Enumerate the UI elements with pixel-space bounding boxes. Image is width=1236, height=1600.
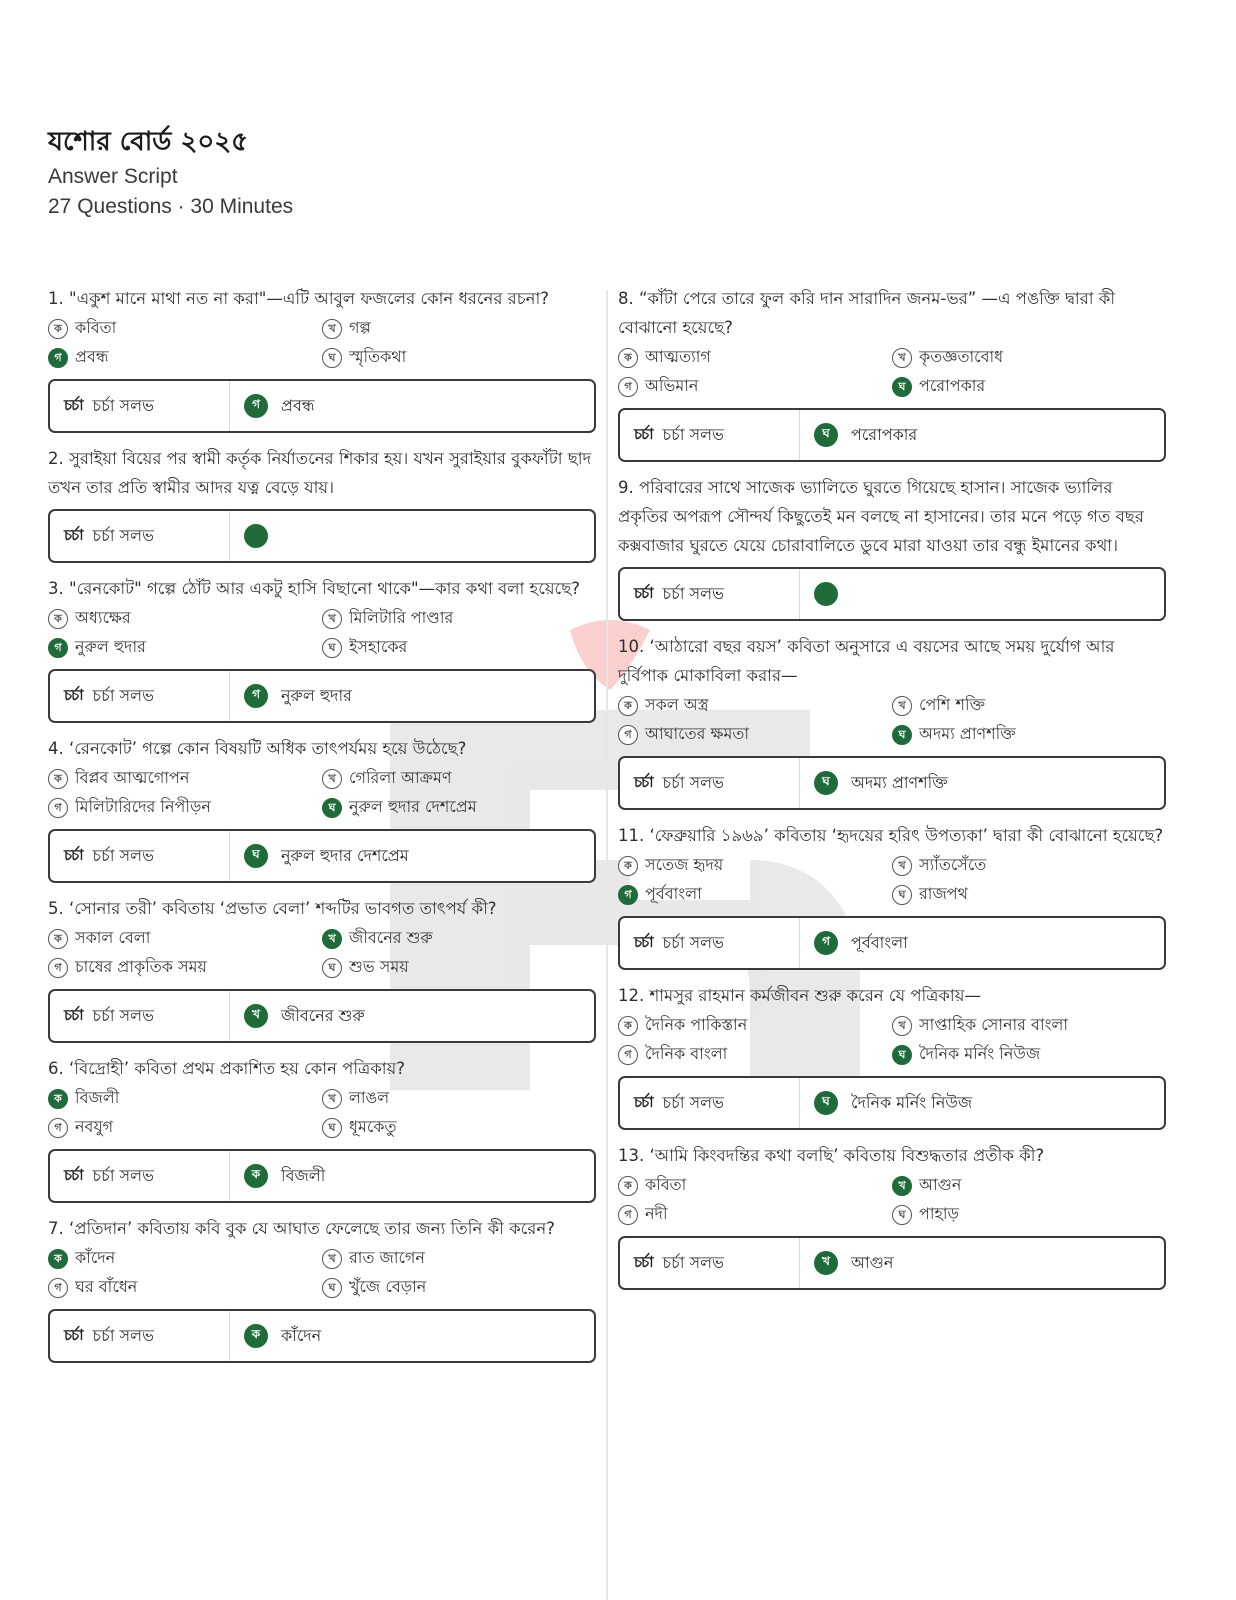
page-header xyxy=(48,122,293,222)
option-label: রাত জাগেন xyxy=(349,1248,425,1267)
option-item[interactable] xyxy=(618,1011,892,1040)
charcha-logo-icon: চর্চা xyxy=(64,525,83,544)
answer-label: চর্চা সলভ xyxy=(662,932,724,952)
option-label: সতেজ হৃদয় xyxy=(645,855,724,874)
option-item[interactable] xyxy=(322,924,596,953)
option-marker-selected-icon: ঘ xyxy=(322,798,342,818)
option-item[interactable] xyxy=(892,1040,1166,1069)
option-label: দৈনিক বাংলা xyxy=(645,1044,728,1063)
option-label: কাঁদেন xyxy=(75,1248,116,1267)
answer-value xyxy=(230,393,315,420)
answer-text: পরোপকার xyxy=(851,424,918,444)
option-label: ইসহাকের xyxy=(349,637,408,656)
answer-value xyxy=(230,843,409,870)
question-item xyxy=(618,284,1166,462)
answer-marker-icon xyxy=(814,582,838,606)
answer-box-header xyxy=(50,511,230,561)
answer-text: নুরুল হুদার xyxy=(281,685,352,705)
options-grid xyxy=(48,764,596,822)
option-item[interactable] xyxy=(322,314,596,343)
answer-box xyxy=(48,989,596,1043)
option-marker-icon: খ xyxy=(322,1089,342,1109)
option-label: আগুন xyxy=(919,1175,962,1194)
option-marker-icon: ক xyxy=(618,1016,638,1036)
option-item[interactable] xyxy=(322,604,596,633)
option-item[interactable] xyxy=(618,1171,892,1200)
answer-text: বিজলী xyxy=(281,1165,326,1185)
answer-marker-icon: ঘ xyxy=(814,771,838,795)
option-item[interactable] xyxy=(618,691,892,720)
answer-text: প্রবন্ধ xyxy=(281,395,315,415)
option-marker-icon: ক xyxy=(48,769,68,789)
question-item xyxy=(48,574,596,723)
answer-box-header xyxy=(620,1078,800,1128)
option-marker-icon: ঘ xyxy=(322,958,342,978)
option-item[interactable] xyxy=(892,1171,1166,1200)
answer-value xyxy=(800,770,948,797)
answer-box xyxy=(48,379,596,433)
option-item[interactable] xyxy=(48,1113,322,1142)
option-label: শুভ সময় xyxy=(349,957,409,976)
answer-marker-icon: ক xyxy=(244,1324,268,1348)
option-item[interactable] xyxy=(322,343,596,372)
charcha-logo-icon: চর্চা xyxy=(64,1325,83,1344)
option-marker-icon: গ xyxy=(48,958,68,978)
option-item[interactable] xyxy=(48,604,322,633)
answer-box-header xyxy=(50,671,230,721)
option-marker-icon: গ xyxy=(618,1045,638,1065)
answer-label: চর্চা সলভ xyxy=(92,525,154,545)
question-text: 13. ‘আমি কিংবদন্তির কথা বলছি’ কবিতায় বিশুদ্ধতার প্রতীক কী? xyxy=(618,1146,1045,1165)
answer-box-header xyxy=(620,1238,800,1288)
option-item[interactable] xyxy=(48,1273,322,1302)
answer-label: চর্চা সলভ xyxy=(92,1165,154,1185)
options-grid xyxy=(618,1011,1166,1069)
answer-label: চর্চা সলভ xyxy=(92,685,154,705)
answer-box xyxy=(48,1309,596,1363)
answer-marker-icon: গ xyxy=(814,931,838,955)
answer-value xyxy=(230,683,352,710)
answer-box xyxy=(618,756,1166,810)
option-item[interactable] xyxy=(892,851,1166,880)
option-label: রাজপথ xyxy=(919,884,968,903)
answer-box xyxy=(618,1236,1166,1290)
option-item[interactable] xyxy=(48,1084,322,1113)
answer-text: কাঁদেন xyxy=(281,1325,322,1345)
question-text: 4. ‘রেনকোট’ গল্পে কোন বিষয়টি অধিক তাৎপর্যময় হয়ে উঠেছে? xyxy=(48,739,467,758)
charcha-logo-icon: চর্চা xyxy=(634,1252,653,1271)
answer-box xyxy=(618,1076,1166,1130)
option-item[interactable] xyxy=(892,1011,1166,1040)
option-marker-selected-icon: ঘ xyxy=(892,377,912,397)
answer-box-header xyxy=(50,1151,230,1201)
answer-marker-icon: ক xyxy=(244,1164,268,1188)
column-divider xyxy=(606,290,608,1600)
option-marker-icon: ক xyxy=(48,929,68,949)
option-item[interactable] xyxy=(618,372,892,401)
answer-box xyxy=(48,669,596,723)
answer-box-header xyxy=(620,758,800,808)
answer-value xyxy=(230,524,281,548)
answer-marker-icon: খ xyxy=(814,1251,838,1275)
charcha-logo-icon: চর্চা xyxy=(64,685,83,704)
answer-value xyxy=(800,582,851,606)
option-item[interactable] xyxy=(892,720,1166,749)
question-item xyxy=(48,1214,596,1363)
option-label: বিজলী xyxy=(75,1088,120,1107)
option-marker-icon: ঘ xyxy=(322,348,342,368)
right-column xyxy=(618,284,1166,1301)
option-label: পূর্ববাংলা xyxy=(645,884,702,903)
option-label: দৈনিক মর্নিং নিউজ xyxy=(919,1044,1041,1063)
option-marker-icon: খ xyxy=(322,1249,342,1269)
answer-box-header xyxy=(50,381,230,431)
option-label: নুরুল হুদার xyxy=(75,637,146,656)
option-label: সাপ্তাহিক সোনার বাংলা xyxy=(919,1015,1069,1034)
answer-text: দৈনিক মর্নিং নিউজ xyxy=(851,1092,973,1112)
option-label: মিলিটারি পাণ্ডার xyxy=(349,608,454,627)
option-item[interactable] xyxy=(322,764,596,793)
option-item[interactable] xyxy=(48,343,322,372)
options-grid xyxy=(48,604,596,662)
option-label: পাহাড় xyxy=(919,1204,959,1223)
answer-label: চর্চা সলভ xyxy=(662,772,724,792)
option-marker-icon: গ xyxy=(48,1278,68,1298)
options-grid xyxy=(48,1244,596,1302)
question-text: 2. সুরাইয়া বিয়ের পর স্বামী কর্তৃক নির্যাতনের শিকার হয়। যখন সুরাইয়ার বুকফাঁটা ছাদ তখন তার প্রতি স্বামীর আদর যত্ন বেড়ে যায়। xyxy=(48,449,592,497)
options-grid xyxy=(618,851,1166,909)
question-item xyxy=(48,894,596,1043)
charcha-logo-icon: চর্চা xyxy=(64,1165,83,1184)
page-subtitle: Answer Script xyxy=(48,165,178,188)
option-item[interactable] xyxy=(892,880,1166,909)
option-label: ঘর বাঁধেন xyxy=(75,1277,138,1296)
option-item[interactable] xyxy=(322,793,596,822)
answer-text: অদম্য প্রাণশক্তি xyxy=(851,772,948,792)
answer-value xyxy=(230,1323,321,1350)
option-label: মিলিটারিদের নিপীড়ন xyxy=(75,797,211,816)
option-label: দৈনিক পাকিস্তান xyxy=(645,1015,748,1034)
answer-box xyxy=(48,509,596,563)
option-label: কৃতজ্ঞতাবোধ xyxy=(919,347,1004,366)
option-label: খুঁজে বেড়ান xyxy=(349,1277,427,1296)
question-text: 10. ‘আঠারো বছর বয়স’ কবিতা অনুসারে এ বয়সের আছে সময় দুর্যোগ আর দুর্বিপাক মোকাবিলা করার— xyxy=(618,637,1115,685)
option-item[interactable] xyxy=(892,372,1166,401)
option-label: পেশি শক্তি xyxy=(919,695,986,714)
answer-label: চর্চা সলভ xyxy=(662,583,724,603)
option-label: অভিমান xyxy=(645,376,699,395)
option-marker-selected-icon: ঘ xyxy=(892,725,912,745)
option-label: কবিতা xyxy=(75,318,117,337)
question-text: 9. পরিবারের সাথে সাজেক ভ্যালিতে ঘুরতে গিয়েছে হাসান। সাজেক ভ্যালির প্রকৃতির অপরূপ সৌন্দর্য কিছুতেই মন বলছে না হাসানের। তার মনে পড়ে গত বছর কক্সবাজার ঘুরতে যেয়ে চোরাবালিতে ডুবে মারা যাওয়া তার বন্ধু ইমানের কথা। xyxy=(618,478,1144,555)
option-marker-icon: খ xyxy=(892,1016,912,1036)
question-text: 11. ‘ফেব্রুয়ারি ১৯৬৯’ কবিতায় ‘হৃদয়ের হরিৎ উপত্যকা’ দ্বারা কী বোঝানো হয়েছে? xyxy=(618,826,1164,845)
answer-value xyxy=(800,1250,893,1277)
option-item[interactable] xyxy=(48,1244,322,1273)
option-item[interactable] xyxy=(48,953,322,982)
option-item[interactable] xyxy=(322,1244,596,1273)
option-marker-icon: গ xyxy=(48,1118,68,1138)
question-item xyxy=(48,284,596,433)
answer-value xyxy=(230,1163,325,1190)
option-marker-icon: গ xyxy=(618,1205,638,1225)
question-item xyxy=(618,981,1166,1130)
option-item[interactable] xyxy=(48,314,322,343)
question-item xyxy=(618,473,1166,621)
option-marker-icon: খ xyxy=(322,769,342,789)
option-marker-icon: ক xyxy=(48,319,68,339)
option-item[interactable] xyxy=(892,691,1166,720)
left-column xyxy=(48,284,596,1374)
answer-text: পূর্ববাংলা xyxy=(851,932,908,952)
option-item[interactable] xyxy=(618,720,892,749)
answer-box-header xyxy=(620,410,800,460)
answer-label: চর্চা সলভ xyxy=(92,395,154,415)
option-marker-icon: খ xyxy=(892,696,912,716)
option-item[interactable] xyxy=(322,1113,596,1142)
option-marker-selected-icon: ক xyxy=(48,1089,68,1109)
option-marker-selected-icon: ক xyxy=(48,1249,68,1269)
answer-marker-icon xyxy=(244,524,268,548)
question-text: 3. "রেনকোট" গল্পে ঠোঁট আর একটু হাসি বিছানো থাকে"—কার কথা বলা হয়েছে? xyxy=(48,579,580,598)
option-label: প্রবন্ধ xyxy=(75,347,109,366)
option-label: জীবনের শুরু xyxy=(349,928,433,947)
answer-label: চর্চা সলভ xyxy=(662,1092,724,1112)
option-label: কবিতা xyxy=(645,1175,687,1194)
charcha-logo-icon: চর্চা xyxy=(64,845,83,864)
option-label: পরোপকার xyxy=(919,376,986,395)
option-item[interactable] xyxy=(892,343,1166,372)
answer-label: চর্চা সলভ xyxy=(92,845,154,865)
charcha-logo-icon: চর্চা xyxy=(634,424,653,443)
option-marker-icon: ক xyxy=(618,856,638,876)
option-item[interactable] xyxy=(48,924,322,953)
answer-text: জীবনের শুরু xyxy=(281,1005,365,1025)
answer-value xyxy=(800,1090,972,1117)
option-label: স্মৃতিকথা xyxy=(349,347,407,366)
charcha-logo-icon: চর্চা xyxy=(64,395,83,414)
option-marker-icon: ঘ xyxy=(322,1118,342,1138)
option-marker-icon: গ xyxy=(48,798,68,818)
answer-marker-icon: ঘ xyxy=(244,844,268,868)
answer-label: চর্চা সলভ xyxy=(662,1252,724,1272)
option-marker-icon: খ xyxy=(892,348,912,368)
answer-text: আগুন xyxy=(851,1252,894,1272)
option-marker-icon: ঘ xyxy=(322,638,342,658)
answer-marker-icon: ঘ xyxy=(814,1091,838,1115)
answer-box xyxy=(618,567,1166,621)
option-label: স্যাঁতসেঁতে xyxy=(919,855,987,874)
answer-box-header xyxy=(50,1311,230,1361)
option-marker-selected-icon: খ xyxy=(322,929,342,949)
option-item[interactable] xyxy=(48,764,322,793)
question-item xyxy=(48,1054,596,1203)
option-label: আত্মত্যাগ xyxy=(645,347,711,366)
option-label: সকল অস্ত্র xyxy=(645,695,709,714)
answer-box xyxy=(618,408,1166,462)
charcha-logo-icon: চর্চা xyxy=(634,583,653,602)
option-item[interactable] xyxy=(322,1084,596,1113)
option-item[interactable] xyxy=(322,1273,596,1302)
charcha-logo-icon: চর্চা xyxy=(634,1092,653,1111)
option-marker-selected-icon: গ xyxy=(618,885,638,905)
answer-box-header xyxy=(620,918,800,968)
option-label: নবযুগ xyxy=(75,1117,114,1136)
question-text: 7. ‘প্রতিদান’ কবিতায় কবি বুক যে আঘাত ফেলেছে তার জন্য তিনি কী করেন? xyxy=(48,1219,555,1238)
option-item[interactable] xyxy=(322,953,596,982)
answer-box xyxy=(48,1149,596,1203)
option-marker-icon: ক xyxy=(48,609,68,629)
option-label: নুরুল হুদার দেশপ্রেম xyxy=(349,797,477,816)
option-item[interactable] xyxy=(48,793,322,822)
answer-box-header xyxy=(50,831,230,881)
option-item[interactable] xyxy=(618,1200,892,1229)
option-label: আঘাতের ক্ষমতা xyxy=(645,724,749,743)
option-item[interactable] xyxy=(48,633,322,662)
options-grid xyxy=(618,1171,1166,1229)
option-label: গেরিলা আক্রমণ xyxy=(349,768,452,787)
option-marker-icon: ক xyxy=(618,696,638,716)
option-marker-selected-icon: ঘ xyxy=(892,1045,912,1065)
option-marker-icon: গ xyxy=(618,725,638,745)
option-label: গল্প xyxy=(349,318,371,337)
options-grid xyxy=(48,1084,596,1142)
answer-marker-icon: গ xyxy=(244,684,268,708)
option-marker-selected-icon: গ xyxy=(48,348,68,368)
option-marker-icon: খ xyxy=(892,856,912,876)
charcha-logo-icon: চর্চা xyxy=(64,1005,83,1024)
option-label: অদম্য প্রাণশক্তি xyxy=(919,724,1016,743)
options-grid xyxy=(618,343,1166,401)
answer-marker-icon: খ xyxy=(244,1004,268,1028)
option-marker-icon: ঘ xyxy=(892,1205,912,1225)
answer-text: নুরুল হুদার দেশপ্রেম xyxy=(281,845,409,865)
option-item[interactable] xyxy=(618,343,892,372)
option-item[interactable] xyxy=(618,851,892,880)
question-item xyxy=(618,1141,1166,1290)
option-marker-icon: ঘ xyxy=(322,1278,342,1298)
question-item xyxy=(48,734,596,883)
question-text: 1. "একুশ মানে মাথা নত না করা"—এটি আবুল ফজলের কোন ধরনের রচনা? xyxy=(48,289,550,308)
options-grid xyxy=(48,314,596,372)
question-item xyxy=(618,632,1166,810)
answer-label: চর্চা সলভ xyxy=(662,424,724,444)
question-text: 5. ‘সোনার তরী’ কবিতায় ‘প্রভাত বেলা’ শব্দটির ভাবগত তাৎপর্য কী? xyxy=(48,899,497,918)
answer-value xyxy=(800,930,908,957)
option-item[interactable] xyxy=(892,1200,1166,1229)
answer-box-header xyxy=(620,569,800,619)
question-text: 12. শামসুর রাহমান কর্মজীবন শুরু করেন যে পত্রিকায়— xyxy=(618,986,981,1005)
question-item xyxy=(48,444,596,563)
option-label: অধ্যক্ষের xyxy=(75,608,131,627)
page-meta: 27 Questions · 30 Minutes xyxy=(48,195,294,218)
answer-box xyxy=(618,916,1166,970)
page-title: যশোর বোর্ড ২০২৫ xyxy=(48,127,249,157)
options-grid xyxy=(618,691,1166,749)
option-marker-icon: ক xyxy=(618,348,638,368)
answer-value xyxy=(230,1003,365,1030)
option-label: লাঙল xyxy=(349,1088,390,1107)
question-text: 6. ‘বিদ্রোহী’ কবিতা প্রথম প্রকাশিত হয় কোন পত্রিকায়? xyxy=(48,1059,406,1078)
options-grid xyxy=(48,924,596,982)
option-label: ধূমকেতু xyxy=(349,1117,397,1136)
option-item[interactable] xyxy=(322,633,596,662)
option-marker-icon: ঘ xyxy=(892,885,912,905)
option-marker-icon: ক xyxy=(618,1176,638,1196)
option-label: নদী xyxy=(645,1204,668,1223)
answer-value xyxy=(800,422,917,449)
answer-box xyxy=(48,829,596,883)
option-label: বিপ্লব আত্মগোপন xyxy=(75,768,190,787)
option-marker-icon: গ xyxy=(618,377,638,397)
answer-marker-icon: ঘ xyxy=(814,423,838,447)
option-marker-icon: খ xyxy=(322,319,342,339)
answer-marker-icon: গ xyxy=(244,394,268,418)
option-marker-icon: খ xyxy=(322,609,342,629)
option-item[interactable] xyxy=(618,1040,892,1069)
option-label: সকাল বেলা xyxy=(75,928,151,947)
question-item xyxy=(618,821,1166,970)
option-marker-selected-icon: গ xyxy=(48,638,68,658)
answer-label: চর্চা সলভ xyxy=(92,1325,154,1345)
charcha-logo-icon: চর্চা xyxy=(634,772,653,791)
option-item[interactable] xyxy=(618,880,892,909)
answer-label: চর্চা সলভ xyxy=(92,1005,154,1025)
option-marker-selected-icon: খ xyxy=(892,1176,912,1196)
question-text: 8. “কাঁটা পেরে তারে ফুল করি দান সারাদিন জনম-ভর” —এ পঙক্তি দ্বারা কী বোঝানো হয়েছে? xyxy=(618,289,1116,337)
option-label: চাষের প্রাকৃতিক সময় xyxy=(75,957,207,976)
charcha-logo-icon: চর্চা xyxy=(634,932,653,951)
answer-box-header xyxy=(50,991,230,1041)
